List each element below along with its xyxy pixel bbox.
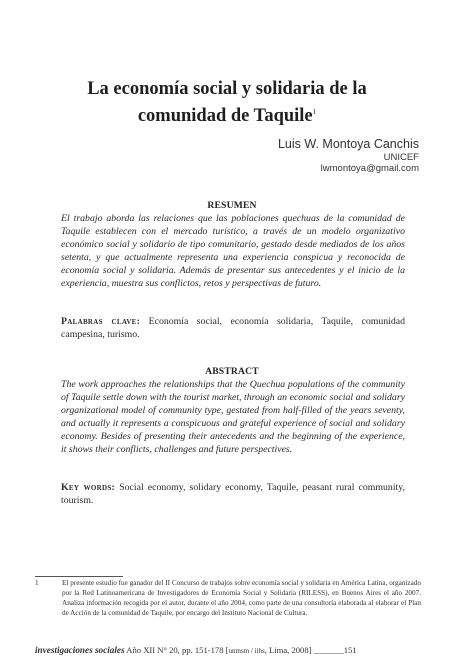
author-email: lwmontoya@gmail.com (320, 163, 419, 174)
author-name: Luis W. Montoya Canchis (277, 137, 419, 151)
place-date: , Lima, 2008] (264, 645, 312, 655)
abstract-keywords (61, 481, 405, 507)
journal-issue: Año XII N° 20, pp. 151-178 (126, 645, 224, 655)
page-footer (35, 645, 421, 655)
footnote (35, 578, 421, 618)
footnote-text: El presente estudio fue ganador del II Concurso de trabajos sobre economía social y solidaria en América Latina, organizado por la Red Latinoamericana de Investigadores de Economía Social y Solidaria (RILESS), en Buenos Aires el año 2007. Analiza información recogida por el autor, durante el año 2004, como parte de una consultoría elaborada al elaborar el Plan de Acción de la comunidad de Taquile, por encargo del Instituto Nacional de Cultura. (62, 579, 421, 617)
abstract-heading: ABSTRACT (205, 366, 259, 377)
resumen-keywords (61, 315, 405, 341)
footnote-number: 1 (35, 579, 39, 587)
page-number: 151 (343, 645, 357, 655)
title-line-2 (40, 101, 414, 128)
abstract-body: The work approaches the relationships that the Quechua populations of the community of Taquile settle down with the tourist market, through an economic social and solidary organizational model of community type, gestated from half-filled of the years seventy, and actually it represents a conspicuous and grateful experience of social and solidary economy. Besides of presenting their antecedents and the beginning of the experience, it shows their conflicts, challenges and future perspectives. (61, 379, 405, 455)
publisher-open: [ (225, 645, 229, 655)
title-line-1: La economía social y solidaria de la (87, 79, 367, 99)
title-line-2-text: comunidad de Taquile (137, 106, 313, 127)
author-affiliation: UNICEF (383, 152, 419, 163)
journal-name: investigaciones sociales (35, 645, 125, 655)
article-title (40, 78, 414, 128)
resumen-body: El trabajo aborda las relaciones que las poblaciones quechuas de la comunidad de Taquile establecen con el mercado turístico, a través de un modelo organizativo económico social y solidario de tipo comunitario, gestado desde mediados de los años setenta, y que actualmente representa una experiencia conspicua y reconocida de economía social y solidaria. Además de presentar sus antecedentes y el inicio de la experiencia, muestra sus conflictos, retos y perspectivas de futuro. (61, 213, 405, 289)
resumen-keywords-label: Palabras clave: (61, 316, 141, 327)
publisher: unmsm / iihs (228, 647, 265, 655)
footnote-divider (35, 576, 123, 577)
title-footnote-marker[interactable]: 1 (312, 108, 317, 116)
footer-rule: _______ (313, 645, 344, 655)
abstract-keywords-label: Key words: (61, 482, 116, 493)
resumen-keywords-text: Economía social, economía solidaria, Taquile, comunidad campesina, turismo. (61, 316, 406, 340)
resumen-heading: RESUMEN (207, 200, 257, 211)
abstract-keywords-text: Social economy, solidary economy, Taquile, peasant rural community, tourism. (61, 482, 405, 506)
